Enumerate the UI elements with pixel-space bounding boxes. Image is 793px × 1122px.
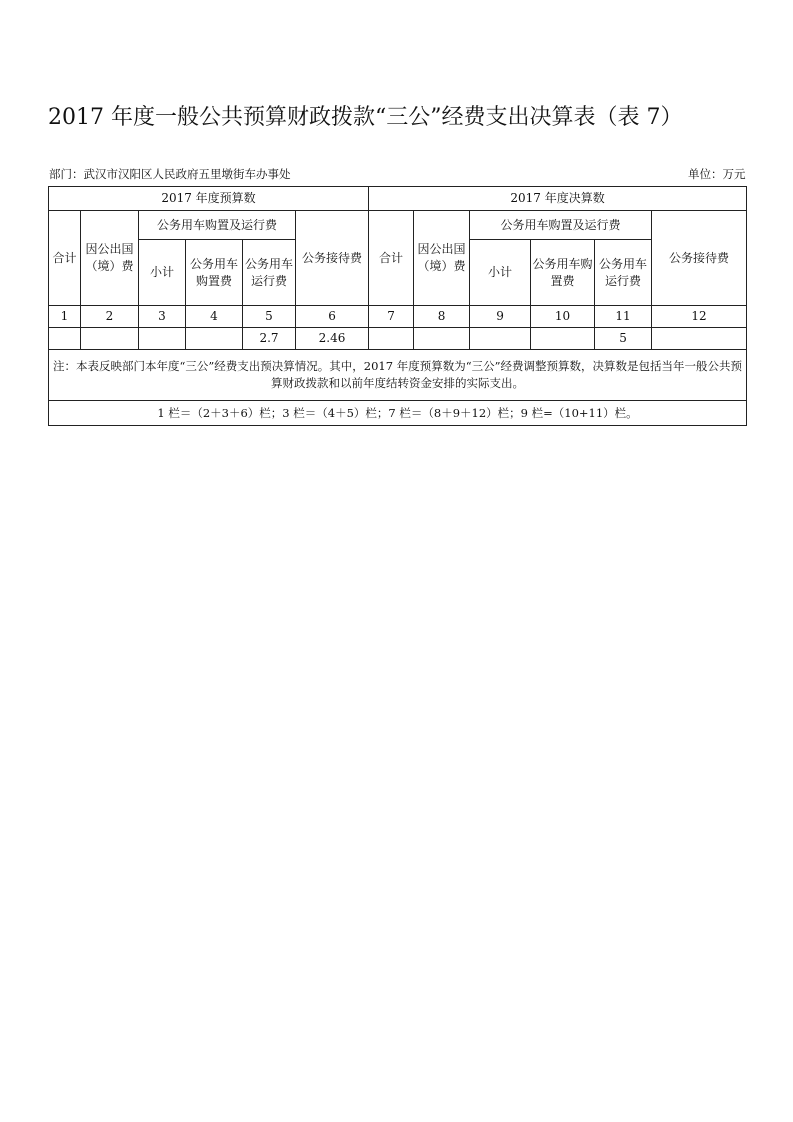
- table-note: 注：本表反映部门本年度“三公”经费支出预决算情况。其中，2017 年度预算数为“三公”经费调整预算数，决算数是包括当年一般公共预算财政拨款和以前年度结转资金安排的实际支出。: [49, 350, 747, 401]
- page-title: 2017 年度一般公共预算财政拨款“三公”经费支出决算表（表 7）: [48, 105, 683, 130]
- budget-purchase-header: 公务用车购置费: [186, 240, 243, 306]
- table-formula: 1 栏＝（2＋3＋6）栏；3 栏＝（4＋5）栏；7 栏＝（8＋9＋12）栏；9 栏=（10+11）栏。: [49, 401, 747, 426]
- col-number: 5: [243, 306, 296, 328]
- value-cell: [369, 328, 414, 350]
- final-vehicle-group-header: 公务用车购置及运行费: [470, 211, 652, 240]
- col-number: 6: [296, 306, 369, 328]
- value-cell: 2.7: [243, 328, 296, 350]
- final-purchase-header: 公务用车购置费: [531, 240, 595, 306]
- value-cell: [414, 328, 470, 350]
- unit-label: 单位：万元: [688, 167, 746, 181]
- value-cell: [531, 328, 595, 350]
- col-number: 1: [49, 306, 81, 328]
- budget-abroad-header: 因公出国（境）费: [81, 211, 139, 306]
- value-cell: [186, 328, 243, 350]
- three-public-expense-table: [48, 186, 747, 426]
- col-number: 11: [595, 306, 652, 328]
- col-number: 2: [81, 306, 139, 328]
- final-subtotal-header: 小计: [470, 240, 531, 306]
- col-number: 8: [414, 306, 470, 328]
- col-number: 10: [531, 306, 595, 328]
- budget-subtotal-header: 小计: [139, 240, 186, 306]
- final-total-header: 合计: [369, 211, 414, 306]
- col-number: 4: [186, 306, 243, 328]
- budget-group-header: 2017 年度预算数: [49, 187, 369, 211]
- value-cell: [470, 328, 531, 350]
- value-cell: [139, 328, 186, 350]
- department-label: 部门：武汉市汉阳区人民政府五里墩街车办事处: [49, 167, 291, 181]
- value-cell: [49, 328, 81, 350]
- value-cell: [81, 328, 139, 350]
- value-cell: [652, 328, 747, 350]
- final-abroad-header: 因公出国（境）费: [414, 211, 470, 306]
- col-number: 9: [470, 306, 531, 328]
- final-group-header: 2017 年度决算数: [369, 187, 747, 211]
- final-operation-header: 公务用车运行费: [595, 240, 652, 306]
- value-cell: 2.46: [296, 328, 369, 350]
- budget-vehicle-group-header: 公务用车购置及运行费: [139, 211, 296, 240]
- col-number: 3: [139, 306, 186, 328]
- value-cell: 5: [595, 328, 652, 350]
- budget-operation-header: 公务用车运行费: [243, 240, 296, 306]
- budget-reception-header: 公务接待费: [296, 211, 369, 306]
- col-number: 7: [369, 306, 414, 328]
- final-reception-header: 公务接待费: [652, 211, 747, 306]
- budget-total-header: 合计: [49, 211, 81, 306]
- col-number: 12: [652, 306, 747, 328]
